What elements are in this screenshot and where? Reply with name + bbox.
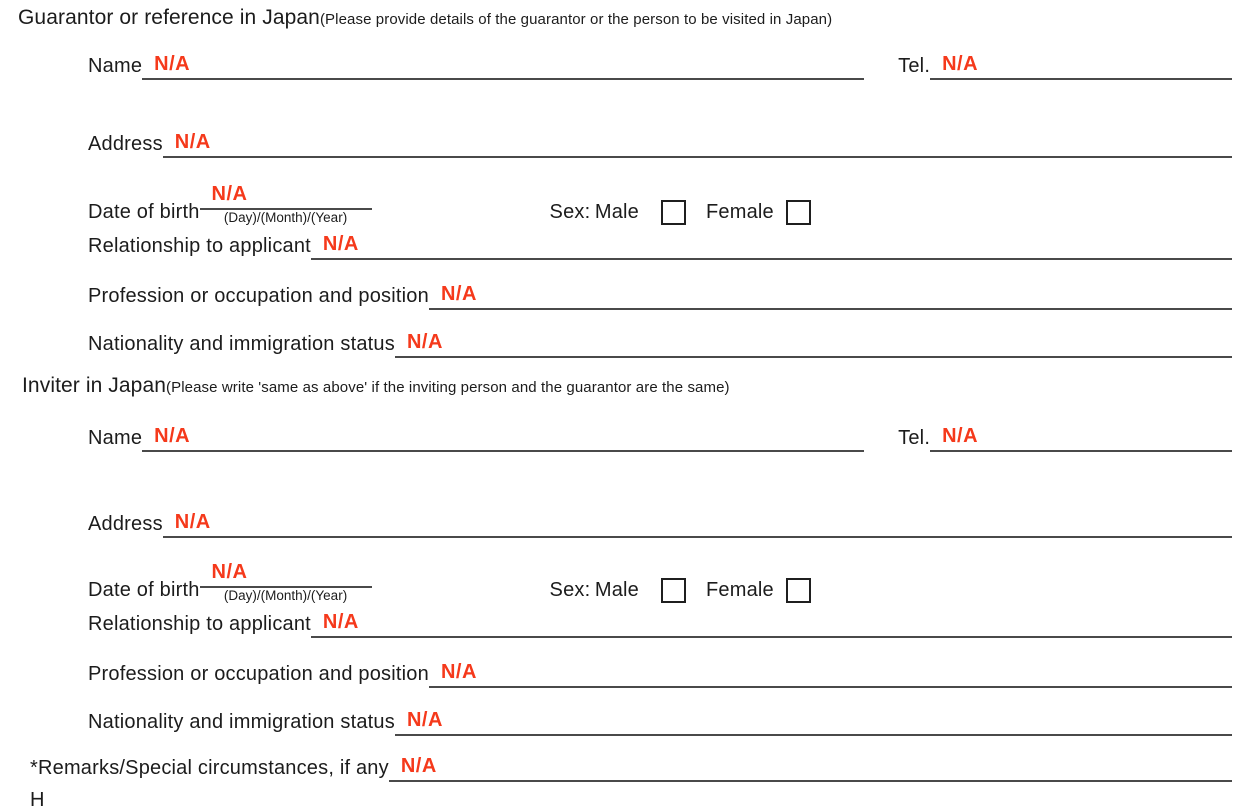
guarantor-name-input[interactable]: [142, 50, 864, 80]
inviter-dob-row: [88, 558, 1232, 604]
guarantor-nationality-label: Nationality and immigration status: [88, 333, 395, 355]
inviter-tel-value: N/A: [942, 425, 979, 447]
guarantor-nationality-value: N/A: [406, 331, 443, 353]
guarantor-dob-format-hint: (Day)/(Month)/(Year): [223, 210, 348, 225]
inviter-dob-format-hint: (Day)/(Month)/(Year): [223, 588, 348, 603]
guarantor-relationship-value: N/A: [322, 233, 359, 255]
inviter-section-note: (Please write 'same as above' if the inviting person and the guarantor are the same): [166, 379, 730, 396]
inviter-address-value: N/A: [174, 511, 211, 533]
remarks-row: [30, 752, 1232, 782]
inviter-dob-label: Date of birth: [88, 579, 200, 601]
inviter-dob-input[interactable]: [200, 558, 372, 588]
inviter-name-input[interactable]: [142, 422, 864, 452]
guarantor-sex-group: [550, 196, 811, 226]
guarantor-name-row: [88, 50, 1232, 80]
inviter-sex-group: [550, 574, 811, 604]
inviter-dob-value: N/A: [211, 561, 248, 583]
inviter-nationality-input[interactable]: [395, 706, 1232, 736]
inviter-name-label: Name: [88, 427, 143, 449]
guarantor-profession-label: Profession or occupation and position: [88, 285, 429, 307]
remarks-label: *Remarks/Special circumstances, if any: [30, 757, 389, 779]
inviter-dob-col: [200, 558, 372, 604]
guarantor-relationship-label: Relationship to applicant: [88, 235, 311, 257]
guarantor-profession-row: [88, 280, 1232, 310]
guarantor-address-row: [88, 128, 1232, 158]
guarantor-address-input[interactable]: [163, 128, 1232, 158]
inviter-profession-row: [88, 658, 1232, 688]
inviter-relationship-label: Relationship to applicant: [88, 613, 311, 635]
remarks-input[interactable]: [389, 752, 1232, 782]
inviter-profession-label: Profession or occupation and position: [88, 663, 429, 685]
inviter-address-input[interactable]: [163, 508, 1232, 538]
guarantor-address-label: Address: [88, 133, 163, 155]
guarantor-dob-col: [200, 180, 372, 226]
guarantor-male-label: Male: [594, 201, 639, 223]
guarantor-dob-label: Date of birth: [88, 201, 200, 223]
inviter-profession-value: N/A: [440, 661, 477, 683]
inviter-sex-prefix: Sex:: [549, 579, 591, 601]
guarantor-dob-value: N/A: [211, 183, 248, 205]
inviter-nationality-value: N/A: [406, 709, 443, 731]
inviter-nationality-label: Nationality and immigration status: [88, 711, 395, 733]
guarantor-tel-value: N/A: [942, 53, 979, 75]
section-header-inviter: [22, 374, 1232, 398]
inviter-relationship-value: N/A: [322, 611, 359, 633]
guarantor-dob-row: [88, 180, 1232, 226]
inviter-address-label: Address: [88, 513, 163, 535]
guarantor-nationality-row: [88, 328, 1232, 358]
inviter-address-row: [88, 508, 1232, 538]
guarantor-section-title: Guarantor or reference in Japan: [18, 6, 320, 29]
inviter-relationship-input[interactable]: [311, 608, 1232, 638]
inviter-tel-input[interactable]: [930, 422, 1232, 452]
guarantor-female-label: Female: [705, 201, 774, 223]
section-header-guarantor: [18, 6, 1232, 30]
guarantor-name-value: N/A: [154, 53, 191, 75]
guarantor-female-checkbox[interactable]: [786, 200, 811, 225]
inviter-tel-label: Tel.: [898, 427, 931, 449]
inviter-section-title: Inviter in Japan: [22, 374, 167, 397]
inviter-female-checkbox[interactable]: [786, 578, 811, 603]
guarantor-nationality-input[interactable]: [395, 328, 1232, 358]
guarantor-name-label: Name: [88, 55, 143, 77]
inviter-male-label: Male: [594, 579, 639, 601]
guarantor-sex-prefix: Sex:: [549, 201, 591, 223]
inviter-male-checkbox[interactable]: [661, 578, 686, 603]
guarantor-address-value: N/A: [174, 131, 211, 153]
inviter-nationality-row: [88, 706, 1232, 736]
clipped-bottom-text: H: [30, 789, 45, 811]
guarantor-relationship-row: [88, 230, 1232, 260]
inviter-female-label: Female: [705, 579, 774, 601]
guarantor-profession-value: N/A: [440, 283, 477, 305]
guarantor-relationship-input[interactable]: [311, 230, 1232, 260]
guarantor-male-checkbox[interactable]: [661, 200, 686, 225]
guarantor-tel-label: Tel.: [898, 55, 931, 77]
guarantor-dob-input[interactable]: [200, 180, 372, 210]
guarantor-profession-input[interactable]: [429, 280, 1232, 310]
guarantor-section-note: (Please provide details of the guarantor or the person to be visited in Japan): [319, 11, 833, 28]
inviter-relationship-row: [88, 608, 1232, 638]
inviter-profession-input[interactable]: [429, 658, 1232, 688]
guarantor-tel-input[interactable]: [930, 50, 1232, 80]
inviter-name-row: [88, 422, 1232, 452]
inviter-name-value: N/A: [154, 425, 191, 447]
remarks-value: N/A: [400, 755, 437, 777]
